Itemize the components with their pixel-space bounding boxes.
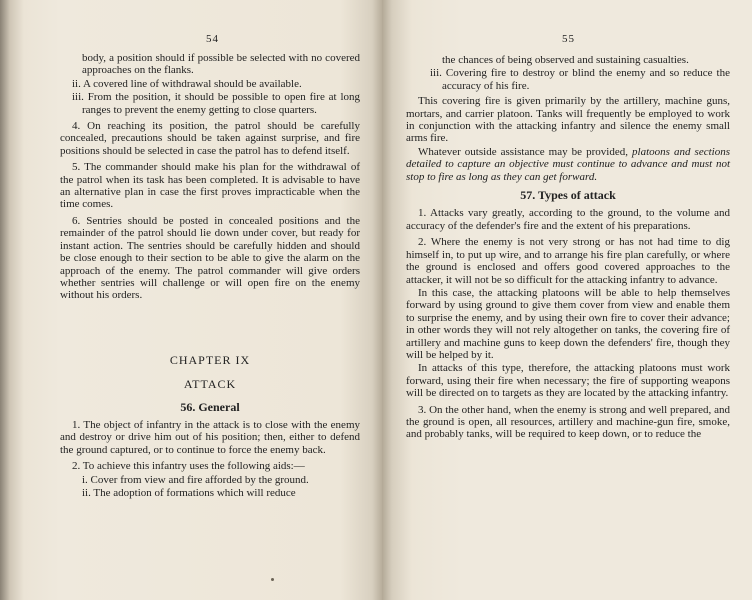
paragraph: 5. The commander should make his plan for the withdrawal of the patrol when its task has been completed. It is advisable to have an alternative plan in case the first proves impracticable when the time comes. (60, 161, 360, 211)
page-number: 55 (562, 33, 575, 45)
section-heading: 56. General (180, 399, 240, 414)
paragraph: 3. On the other hand, when the enemy is strong and well prepared, and the ground is open, all resources, artillery and machine-gun fire, smoke, and probably tanks, will be required to keep down, or to reduce the (406, 403, 730, 441)
paragraph: 2. To achieve this infantry uses the following aids:— (72, 460, 305, 473)
list-item: ii. The adoption of formations which will reduce (82, 486, 296, 499)
chapter-title: ATTACK (183, 377, 237, 392)
paragraph-lead: Whatever outside assistance may be provided, (418, 145, 633, 158)
section-heading: 57. Types of attack (520, 188, 616, 203)
right-page-text (406, 54, 730, 445)
chapter-number: CHAPTER IX (169, 352, 251, 367)
paragraph: In this case, the attacking platoons will be able to help themselves forward by using ground to give them cover from view and enable them to surprise the enemy, and by using their own fire to cover their advance; in other words they will not rely altogether on tanks, the covering fire of artillery and machine guns to keep down the defenders' fire, though they will be helped by it. (406, 286, 730, 361)
page-mark (271, 578, 274, 581)
emphasis-text: platoons and sections detailed to capture an objective must continue to advance and must not stop to fire as long as they can get forward. (406, 145, 730, 183)
paragraph: 2. Where the enemy is not very strong or has not had time to dig himself in, to put up wire, and to arrange his fire plan carefully, or where the ground is enclosed and offers good covered approaches to the attacker, it will not be so difficult for the attacking infantry to advance. (406, 236, 730, 286)
paragraph: 1. The object of infantry in the attack is to close with the enemy and destroy or drive him out of his position; then, either to defend the ground captured, or to continue to force the enemy back. (60, 418, 360, 456)
paragraph (406, 146, 730, 183)
list-item: iii. Covering fire to destroy or blind the enemy and so reduce the accuracy of his fire. (430, 67, 730, 92)
paragraph: the chances of being observed and sustaining casualties. (442, 54, 689, 66)
paragraph: 1. Attacks vary greatly, according to the ground, to the volume and accuracy of the defender's fire and the extent of his preparations. (406, 207, 730, 232)
list-item: i. Cover from view and fire afforded by the ground. (82, 473, 309, 486)
right-page (382, 0, 752, 600)
paragraph: body, a position should if possible be selected with no covered approaches on the flanks. (82, 52, 360, 77)
paragraph: 4. On reaching its position, the patrol should be carefully concealed, precautions should be taken against surprise, and fire positions should be selected in case the patrol has to defend itself. (60, 120, 360, 157)
list-item: iii. From the position, it should be possible to open fire at long ranges to prevent the enemy getting to close quarters. (72, 91, 360, 116)
left-page-text (60, 52, 360, 500)
paragraph: 6. Sentries should be posted in concealed positions and the remainder of the patrol should lie down under cover, but ready for instant action. The sentries should be carefully hidden and should be close enough to their section to be able to give the alarm on the approach of the enemy. The patrol commander will give orders whether sentries will challenge or will open fire on the enemy without his orders. (60, 214, 360, 302)
paragraph: This covering fire is given primarily by the artillery, machine guns, mortars, and carrier platoon. Tanks will frequently be employed to work in conjunction with the attacking infantry and silence the enemy small arms fire. (406, 95, 730, 145)
list-item: ii. A covered line of withdrawal should be available. (72, 77, 302, 90)
paragraph: In attacks of this type, therefore, the attacking platoons must work forward, using their fire when necessary; the fire of supporting weapons will be directed on to targets as they are located by the attacking infantry. (406, 362, 730, 400)
page-number: 54 (206, 33, 219, 45)
